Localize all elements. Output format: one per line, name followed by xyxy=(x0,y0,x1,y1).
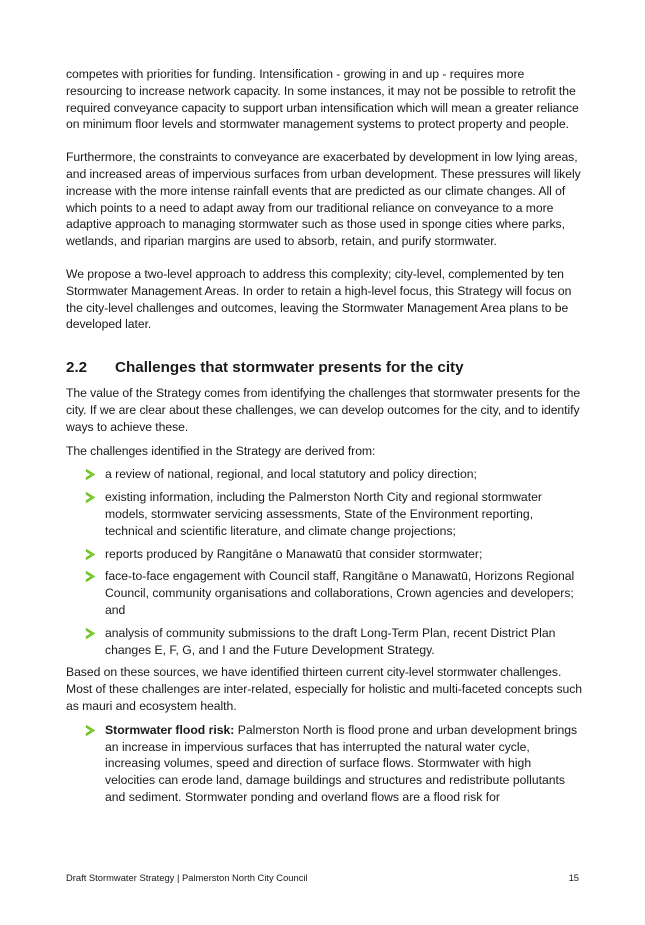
paragraph: We propose a two-level approach to address this complexity; city-level, complemented by ten Stormwater Management Areas. In order to retain a high-level focus, this Strategy will focus on the city-level challenges and outcomes, leaving the Stormwater Management Area plans to be developed later. xyxy=(66,266,572,332)
section-number: 2.2 xyxy=(66,359,88,377)
list-item: existing information, including the Palmerston North City and regional stormwater models, stormwater servicing assessments, State of the Environment reporting, technical and scientific literature, and climate change projections; xyxy=(66,489,582,539)
paragraph: competes with priorities for funding. Intensification - growing in and up - requires more resourcing to increase network capacity. In some instances, it may not be possible to retrofit the required conveyance capacity to support urban intensification which will mean a greater reliance on minimum floor levels and stormwater management systems to protect property and people. xyxy=(66,67,579,132)
double-chevron-right-icon xyxy=(85,722,105,806)
double-chevron-right-icon xyxy=(85,466,105,483)
list-item: analysis of community submissions to the draft Long-Term Plan, recent District Plan changes E, F, G, and I and the Future Development Strategy. xyxy=(66,625,582,659)
section-title: Challenges that stormwater presents for the city xyxy=(115,359,464,377)
double-chevron-right-icon xyxy=(85,625,105,659)
section-intro: The value of the Strategy comes from identifying the challenges that stormwater presents for the city. If we are clear about these challenges, we can develop outcomes for the city, and to identify ways to achieve these. xyxy=(66,386,581,434)
footer-title: Draft Stormwater Strategy | Palmerston North City Council xyxy=(66,872,308,883)
document-page xyxy=(66,66,582,812)
challenge-label: Stormwater flood risk: xyxy=(105,722,235,737)
paragraph: Furthermore, the constraints to conveyance are exacerbated by development in low lying areas, and increased areas of impervious surfaces from urban development. These pressures will likely increase with the more intense rainfall events that are predicted as our climate changes. All of which points to a need to adapt away from our traditional reliance on conveyance to a more adaptive approach to managing stormwater such as those used in sponge cities where parks, wetlands, and riparian margins are used to absorb, retain, and purify stormwater. xyxy=(66,150,581,249)
double-chevron-right-icon xyxy=(85,489,105,539)
list-item: reports produced by Rangitāne o Manawatū that consider stormwater; xyxy=(66,546,582,563)
section-heading xyxy=(66,358,582,378)
sources-list xyxy=(66,466,582,658)
summary-paragraph: Based on these sources, we have identified thirteen current city-level stormwater challenges. Most of these challenges are inter-related, especially for holistic and multi-faceted concepts such as mauri and ecosystem health. xyxy=(66,665,582,713)
list-item: face-to-face engagement with Council staff, Rangitāne o Manawatū, Horizons Regional Council, community organisations and collaborations, Crown agencies and developers; and xyxy=(66,568,582,618)
double-chevron-right-icon xyxy=(85,568,105,618)
list-item: a review of national, regional, and local statutory and policy direction; xyxy=(66,466,582,483)
challenge-text: Palmerston North is flood prone and urban development brings an increase in impervious surfaces that has interrupted the natural water cycle, increasing volumes, speed and direction of surface flows. Stormwater with high velocities can erode land, damage buildings and structures and redistribute pollutants and sediment. Stormwater ponding and overland flows are a flood risk for xyxy=(105,722,578,804)
page-number: 15 xyxy=(568,872,579,883)
challenges-list xyxy=(66,722,582,806)
page-footer xyxy=(66,872,579,883)
list-item xyxy=(66,722,582,806)
sources-lead: The challenges identified in the Strategy are derived from: xyxy=(66,443,376,458)
double-chevron-right-icon xyxy=(85,546,105,563)
